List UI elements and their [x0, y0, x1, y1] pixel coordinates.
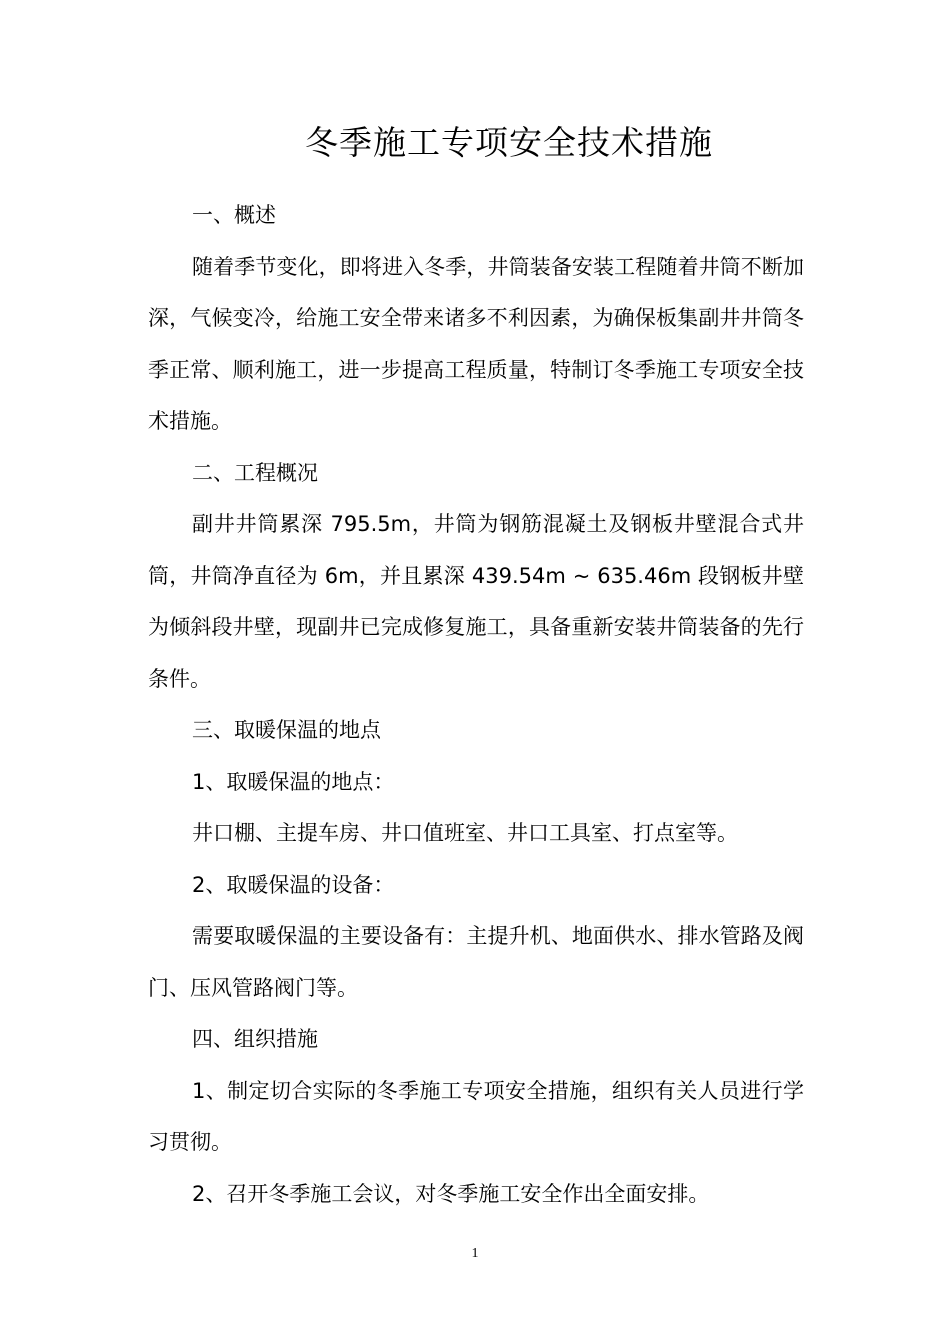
page-number: 1 [471, 1246, 479, 1261]
document-body [148, 190, 804, 1220]
paragraph-measure-2: 2、召开冬季施工会议，对冬季施工安全作出全面安排。 [192, 1181, 710, 1206]
subheading-heating-locations: 1、取暖保温的地点： [192, 769, 395, 794]
subheading-heating-equipment: 2、取暖保温的设备： [192, 872, 395, 897]
section-heading-organizational-measures: 四、组织措施 [192, 1027, 318, 1051]
paragraph-heating-locations: 井口棚、主提车房、井口值班室、井口工具室、打点室等。 [192, 821, 738, 845]
paragraph-overview: 随着季节变化，即将进入冬季，井筒装备安装工程随着井筒不断加深，气候变冷，给施工安全带来诸多不利因素，为确保板集副井井筒冬季正常、顺利施工，进一步提高工程质量，特制订冬季施工专项安全技术措施。 [148, 254, 804, 433]
paragraph-heating-equipment: 需要取暖保温的主要设备有：主提升机、地面供水、排水管路及阀门、压风管路阀门等。 [148, 924, 804, 1000]
document-title: 冬季施工专项安全技术措施 [305, 123, 713, 162]
paragraph-measure-1: 1、制定切合实际的冬季施工专项安全措施，组织有关人员进行学习贯彻。 [148, 1078, 804, 1154]
section-heading-overview: 一、概述 [192, 203, 276, 227]
section-heading-project-overview: 二、工程概况 [192, 460, 318, 485]
section-heading-heating-locations: 三、取暖保温的地点 [192, 718, 381, 742]
paragraph-project-overview: 副井井筒累深 795.5m，井筒为钢筋混凝土及钢板井壁混合式井筒，井筒净直径为 6m，并且累深 439.54m ~ 635.46m 段钢板井壁为倾斜段井壁，现副井已完成修复施工，具备重新安装井筒装备的先行条件。 [148, 512, 804, 691]
title-container [0, 118, 950, 168]
